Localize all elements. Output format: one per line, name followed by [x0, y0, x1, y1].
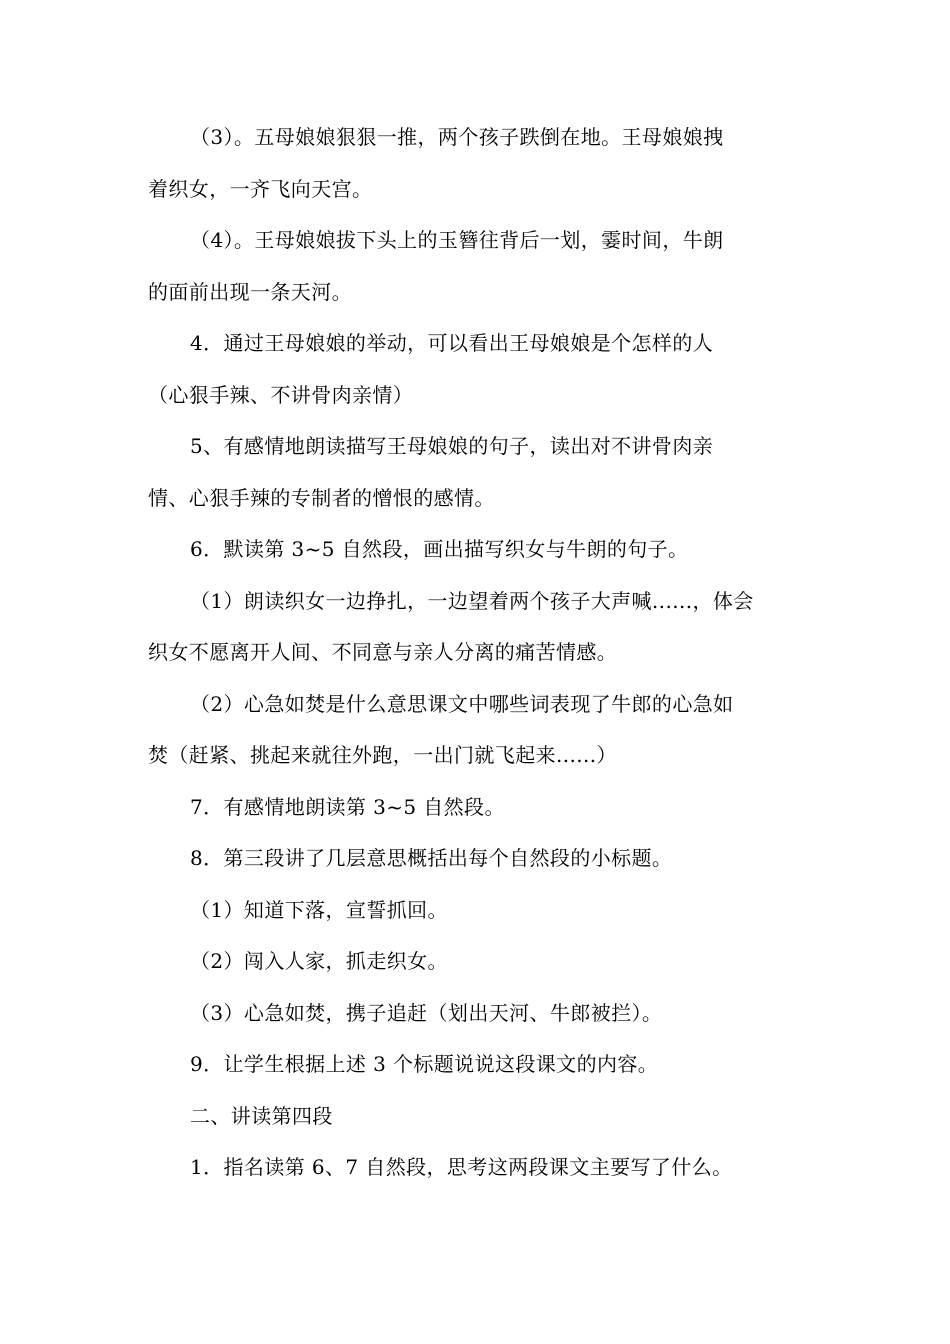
paragraph-3-push [148, 112, 798, 215]
paragraph-line: 4．通过王母娘娘的举动，可以看出王母娘娘是个怎样的人 [190, 331, 714, 355]
paragraph-line: 二、讲读第四段 [190, 1103, 333, 1128]
paragraph-item-6 [148, 524, 798, 576]
paragraph-line: （2）闯入人家，抓走织女。 [190, 949, 448, 973]
paragraph-line: （1）朗读织女一边挣扎，一边望着两个孩子大声喊......，体会 [190, 588, 754, 613]
paragraph-line: 7．有感情地朗读第 3~5 自然段。 [190, 794, 505, 819]
paragraph-line: （1）知道下落，宣誓抓回。 [190, 897, 448, 922]
paragraph-line: 5、有感情地朗读描写王母娘娘的句子，读出对不讲骨肉亲 [190, 434, 714, 458]
paragraph-line: （3）。五母娘娘狠狠一推，两个孩子跌倒在地。王母娘娘拽 [190, 125, 724, 149]
paragraph-line: （3）心急如焚，携子追赶（划出天河、牛郎被拦）。 [190, 1000, 663, 1025]
paragraph-line: （心狠手辣、不讲骨肉亲情） [148, 382, 414, 407]
paragraph-item-5 [148, 421, 798, 524]
document-body [148, 112, 798, 1194]
paragraph-line: 9．让学生根据上述 3 个标题说说这段课文的内容。 [190, 1052, 659, 1076]
paragraph-subtitle-1 [148, 885, 798, 937]
paragraph-item-8 [148, 833, 798, 885]
paragraph-item-7 [148, 782, 798, 834]
section-heading-part-two [148, 1091, 798, 1143]
paragraph-subtitle-2 [148, 936, 798, 988]
paragraph-sub-2-anxious [148, 679, 798, 782]
paragraph-line: 情、心狠手辣的专制者的憎恨的感情。 [148, 485, 495, 510]
paragraph-line: 的面前出现一条天河。 [148, 279, 352, 304]
paragraph-line: 着织女，一齐飞向天宫。 [148, 176, 373, 201]
paragraph-part-two-item-1 [148, 1142, 798, 1194]
paragraph-line: 焚（赶紧、挑起来就往外跑，一出门就飞起来......） [148, 743, 617, 767]
paragraph-line: 1．指名读第 6、7 自然段，思考这两段课文主要写了什么。 [190, 1155, 733, 1179]
paragraph-line: 8．第三段讲了几层意思概括出每个自然段的小标题。 [190, 846, 673, 870]
paragraph-4-hairpin [148, 215, 798, 318]
paragraph-line: （4）。王母娘娘拔下头上的玉簪往背后一划，霎时间，牛朗 [190, 228, 724, 252]
paragraph-line: 织女不愿离开人间、不同意与亲人分离的痛苦情感。 [148, 640, 618, 664]
paragraph-line: 6．默读第 3~5 自然段，画出描写织女与牛朗的句子。 [190, 537, 689, 561]
paragraph-item-9 [148, 1039, 798, 1091]
paragraph-line: （2）心急如焚是什么意思课文中哪些词表现了牛郎的心急如 [190, 691, 734, 716]
paragraph-subtitle-3 [148, 988, 798, 1040]
paragraph-item-4 [148, 318, 798, 421]
paragraph-sub-1-weaver [148, 576, 798, 679]
